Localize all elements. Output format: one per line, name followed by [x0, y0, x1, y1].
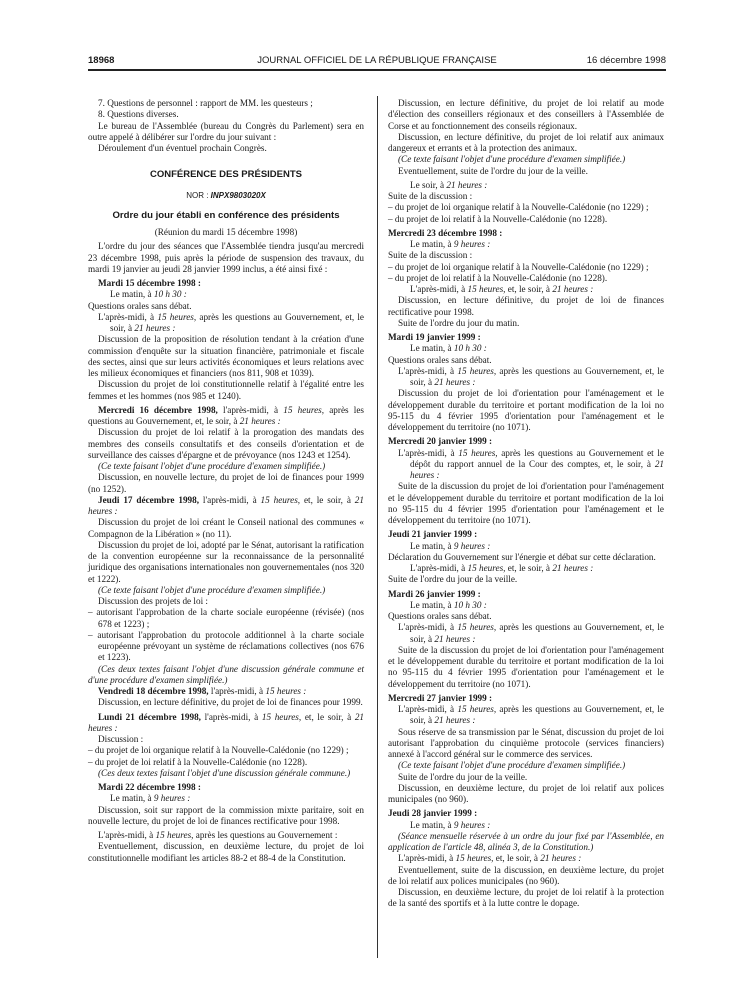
procedure-note: (Séance mensuelle réservée à un ordre du jour fixé par l'Assemblée, en application de l'article 48, alinéa 3, de la Constitution.): [388, 830, 664, 852]
section-title: CONFÉRENCE DES PRÉSIDENTS: [149, 169, 303, 181]
day-paragraph: Vendredi 18 décembre 1998, l'après-midi, à 15 heures :: [98, 686, 307, 696]
opening-paragraph: L'ordre du jour des séances que l'Assemblée tiendra jusqu'au mercredi 23 décembre 1998, puis après la période de suspension des travaux, du mardi 19 janvier au jeudi 28 janvier 1999 inclus, a été ainsi fixé :: [88, 241, 364, 274]
day-heading: Mardi 15 décembre 1998 :: [98, 278, 201, 288]
agenda-item: Discussion, soit sur rapport de la commission mixte paritaire, soit en nouvelle lecture, du projet de loi de finances rectificative pour 1998.: [88, 804, 364, 826]
agenda-subitem: – du projet de loi relatif à la Nouvelle-Calédonie (no 1228).: [388, 272, 608, 283]
session-time: L'après-midi, à 15 heures, après les questions au Gouvernement :: [98, 830, 338, 840]
left-column: [88, 98, 364, 864]
agenda-item: Questions orales sans débat.: [88, 300, 192, 311]
session-time: Le matin, à 9 heures :: [110, 793, 191, 804]
day-heading: Jeudi 21 janvier 1999 :: [388, 529, 478, 540]
day-paragraph: Mercredi 16 décembre 1998, l'après-midi, à 15 heures, après les questions au Gouvernement, et, le soir, à 21 heures :: [88, 404, 364, 426]
agenda-item: Discussion, en lecture définitive, du projet de loi relatif aux animaux dangereux et errants et à la protection des animaux.: [388, 131, 664, 153]
session-time: Le matin, à 10 h 30 :: [410, 599, 487, 610]
session-time: Le matin, à 9 heures :: [410, 819, 491, 830]
intro-line: Le bureau de l'Assemblée (bureau du Congrès du Parlement) sera en outre appelé à délibérer sur l'ordre du jour suivant :: [88, 120, 364, 142]
agenda-item: Questions orales sans débat.: [388, 354, 492, 365]
session-time: Le matin, à 9 heures :: [410, 540, 491, 551]
right-column: [388, 98, 664, 910]
agenda-item: Suite de la discussion du projet de loi d'orientation pour l'aménagement et le développement durable du territoire et portant modification de la loi no 95-115 du 4 février 1995 d'orientation pour l'aménagement et le développement du territoire (no 1071).: [388, 481, 664, 525]
session-time: Le matin, à 10 h 30 :: [410, 343, 487, 354]
session-time: L'après-midi, à 15 heures, et, le soir, à 21 heures :: [410, 284, 594, 294]
day-heading: Mercredi 27 janvier 1999 :: [388, 692, 493, 703]
agenda-item: Discussion, en nouvelle lecture, du projet de loi de finances pour 1999 (no 1252).: [88, 472, 364, 494]
nor-label: NOR :: [186, 190, 209, 200]
nor-code: INPX9803020X: [210, 190, 266, 200]
session-time: Le matin, à 10 h 30 :: [110, 289, 187, 300]
session-time: Le soir, à 21 heures :: [410, 179, 488, 190]
agenda-item: Discussion des projets de loi :: [98, 596, 208, 606]
agenda-item: Discussion du projet de loi, adopté par le Sénat, autorisant la ratification de la convention européenne sur la reconnaissance de la personnalité juridique des organisations internationales non gouvernementales (nos 320 et 1222).: [88, 539, 364, 584]
agenda-item: Discussion de la proposition de résolution tendant à la création d'une commission d'enquête sur la situation financière, patrimoniale et fiscale des sectes, ainsi que sur leurs activités économiques et leurs relations avec les milieux économiques et financiers (nos 811, 908 et 1039).: [88, 334, 364, 378]
agenda-item: Sous réserve de sa transmission par le Sénat, discussion du projet de loi autorisant l'approbation du cinquième protocole (services financiers) annexé à l'accord général sur le commerce des services.: [388, 726, 664, 759]
session-time: Le matin, à 9 heures :: [410, 239, 491, 249]
agenda-item: Déclaration du Gouvernement sur l'énergie et débat sur cette déclaration.: [388, 551, 656, 562]
session-time: L'après-midi, à 15 heures, et, le soir, à 21 heures :: [398, 853, 582, 864]
reunion-line: (Réunion du mardi 15 décembre 1998): [154, 227, 298, 237]
agenda-item: Suite de la discussion du projet de loi d'orientation pour l'aménagement et le développement durable du territoire et portant modification de la loi no 95-115 du 4 février 1995 d'orientation pour l'aménagement et le développement du territoire (no 1071).: [388, 644, 664, 689]
ordre-title: Ordre du jour établi en conférence des présidents: [112, 209, 340, 221]
intro-line: 7. Questions de personnel : rapport de MM. les questeurs ;: [98, 98, 313, 108]
page-header: [88, 55, 666, 69]
agenda-item: Eventuellement, discussion, en deuxième lecture, du projet de loi constitutionnelle modifiant les articles 88-2 et 88-4 de la Constitution.: [88, 841, 364, 863]
session-time: L'après-midi, à 15 heures, et, le soir, à 21 heures :: [410, 563, 594, 573]
agenda-subitem: – autorisant l'approbation de la charte sociale européenne (révisée) (nos 678 et 1223) ;: [88, 607, 364, 629]
session-time: L'après-midi, à 15 heures, après les questions au Gouvernement, et, le soir, à 21 heures :: [98, 311, 365, 333]
agenda-item: Suite de l'ordre du jour du matin.: [398, 317, 520, 328]
agenda-item: Discussion du projet de loi relatif à la prorogation des mandats des membres des conseils consultatifs et des conseils d'orientation et de surveillance des caisses d'épargne et de prévoyance (nos 1243 et 1254).: [88, 427, 364, 460]
agenda-item: Discussion, en lecture définitive, du projet de loi relatif au mode d'élection des conseillers régionaux et des conseillers à l'Assemblée de Corse et au fonctionnement des conseils régionaux.: [388, 98, 664, 131]
procedure-note: (Ces deux textes faisant l'objet d'une discussion générale commune.): [98, 767, 351, 778]
day-heading: Mardi 26 janvier 1999 :: [388, 588, 481, 599]
agenda-item: Discussion du projet de loi constitutionnelle relatif à l'égalité entre les femmes et les hommes (nos 985 et 1240).: [88, 379, 364, 401]
column-divider: [377, 96, 378, 958]
nor-reference: [88, 190, 364, 201]
procedure-note: (Ce texte faisant l'objet d'une procédure d'examen simplifiée.): [398, 760, 626, 771]
header-rule: [88, 69, 666, 71]
agenda-item: Discussion, en lecture définitive, du projet de loi de finances rectificative pour 1998.: [388, 295, 664, 317]
day-heading: Jeudi 28 janvier 1999 :: [388, 808, 478, 819]
agenda-subitem: – du projet de loi organique relatif à la Nouvelle-Calédonie (no 1229) ;: [88, 745, 349, 756]
agenda-item: Discussion, en lecture définitive, du projet de loi de finances pour 1999.: [98, 697, 363, 708]
procedure-note: (Ces deux textes faisant l'objet d'une discussion générale commune et d'une procédure d'examen simplifiée.): [88, 663, 364, 685]
agenda-subitem: – du projet de loi organique relatif à la Nouvelle-Calédonie (no 1229) ;: [388, 261, 649, 272]
agenda-item: Suite de l'ordre du jour de la veille.: [388, 574, 518, 585]
agenda-item: Eventuellement, suite de l'ordre du jour de la veille.: [398, 165, 588, 176]
agenda-item: Suite de l'ordre du jour de la veille.: [398, 771, 528, 782]
day-heading: Mercredi 23 décembre 1998 :: [388, 227, 503, 238]
day-paragraph: Lundi 21 décembre 1998, l'après-midi, à 15 heures, et, le soir, à 21 heures :: [88, 711, 365, 733]
agenda-item: Suite de la discussion :: [388, 250, 473, 261]
procedure-note: (Ce texte faisant l'objet d'une procédure d'examen simplifiée.): [98, 584, 326, 595]
session-time: L'après-midi, à 15 heures, après les questions au Gouvernement, et, le soir, à 21 heures :: [398, 622, 665, 644]
session-time: L'après-midi, à 15 heures, après les questions au Gouvernement, et, le soir, à 21 heures :: [398, 365, 665, 387]
agenda-subitem: – autorisant l'approbation du protocole additionnel à la charte sociale européenne prévoyant un système de réclamations collectives (nos 676 et 1223).: [88, 629, 364, 663]
agenda-item: Discussion, en deuxième lecture, du projet de loi relatif aux polices municipales (no 960).: [388, 782, 664, 804]
agenda-item: Discussion :: [98, 734, 144, 744]
day-heading: Mardi 19 janvier 1999 :: [388, 332, 481, 342]
session-time: L'après-midi, à 15 heures, après les questions au Gouvernement, et, le soir, à 21 heures :: [398, 704, 665, 726]
agenda-subitem: – du projet de loi relatif à la Nouvelle-Calédonie (no 1228).: [88, 756, 308, 767]
journal-title: JOURNAL OFFICIEL DE LA RÉPUBLIQUE FRANÇAISE: [257, 55, 497, 66]
issue-date: 16 décembre 1998: [586, 55, 666, 66]
agenda-item: Discussion du projet de loi d'orientation pour l'aménagement et le développement durable du territoire et portant modification de la loi no 95-115 du 4 février 1995 d'orientation pour l'aménagement et le développement du territoire (no 1071).: [388, 388, 664, 432]
agenda-item: Discussion, en deuxième lecture, du projet de loi relatif à la protection de la santé des sportifs et à la lutte contre le dopage.: [388, 887, 664, 909]
day-heading: Mercredi 20 janvier 1999 :: [388, 436, 493, 447]
agenda-item: Discussion du projet de loi créant le Conseil national des communes « Compagnon de la Libération » (no 11).: [88, 517, 364, 539]
day-heading: Mardi 22 décembre 1998 :: [98, 782, 201, 792]
intro-line: 8. Questions diverses.: [98, 109, 179, 120]
day-paragraph: Jeudi 17 décembre 1998, l'après-midi, à 15 heures, et, le soir, à 21 heures :: [88, 494, 364, 516]
agenda-item: Questions orales sans débat.: [388, 611, 492, 621]
procedure-note: (Ce texte faisant l'objet d'une procédure d'examen simplifiée.): [398, 154, 626, 165]
session-time: L'après-midi, à 15 heures, après les questions au Gouvernement et le dépôt du rapport annuel de la Cour des comptes, et, le soir, à 21 heures :: [398, 447, 665, 480]
intro-line: Déroulement d'un éventuel prochain Congrès.: [98, 143, 267, 153]
agenda-subitem: – du projet de loi relatif à la Nouvelle-Calédonie (no 1228).: [388, 213, 608, 224]
agenda-item: Eventuellement, suite de la discussion, en deuxième lecture, du projet de loi relatif aux polices municipales (no 960).: [388, 864, 664, 886]
page-number: 18968: [88, 55, 115, 66]
procedure-note: (Ce texte faisant l'objet d'une procédure d'examen simplifiée.): [98, 461, 326, 471]
agenda-subitem: – du projet de loi organique relatif à la Nouvelle-Calédonie (no 1229) ;: [388, 202, 649, 213]
agenda-item: Suite de la discussion :: [388, 191, 473, 201]
